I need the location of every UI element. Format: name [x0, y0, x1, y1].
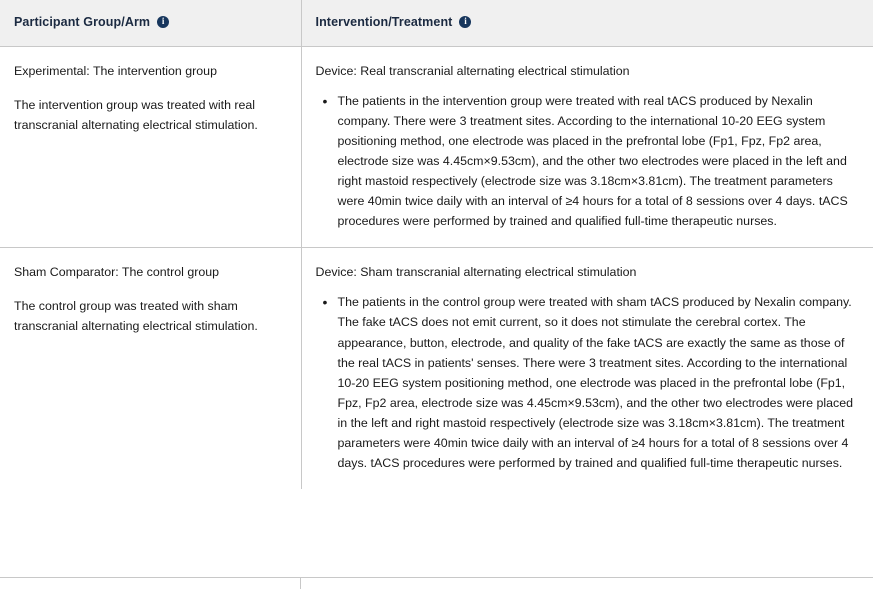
table-row [0, 46, 873, 248]
participant-group-cell [0, 46, 301, 248]
arm-title: Sham Comparator: The control group [14, 265, 220, 280]
device-line: Device: Real transcranial alternating electrical stimulation [315, 63, 630, 78]
table-bottom-edge-divider [0, 578, 301, 589]
table-header-row [0, 0, 873, 46]
info-icon[interactable]: i [157, 16, 169, 28]
column-header-label: Participant Group/Arm [14, 15, 151, 30]
arm-description: The intervention group was treated with real transcranial alternating electrical stimulation. [14, 97, 258, 132]
column-header-intervention-treatment [301, 0, 873, 46]
intervention-detail-list [316, 292, 860, 473]
table-bottom-edge [0, 577, 873, 589]
column-header-label: Intervention/Treatment [315, 15, 453, 30]
arm-title: Experimental: The intervention group [14, 63, 217, 78]
table-header [0, 0, 873, 46]
table-row [0, 248, 873, 489]
participant-group-cell [0, 248, 301, 489]
list-item: • The patients in the intervention group were treated with real tACS produced by Nexalin company. There were 3 treatment sites. According to the international 10-20 EEG system positioning method, one electrode was placed in the prefrontal lobe (Fp1, Fpz, Fp2 area, electrode size was 4.45cm×9.53cm), and the other two electrodes were placed in the left and right mastoid respectively (electrode size was 3.18cm×3.81cm). The treatment parameters were 40min twice daily with an interval of ≥4 hours for a total of 8 sessions over 4 days. tACS procedures were performed by trained and qualified full-time therapeutic nurses. [338, 91, 860, 232]
list-item: • The patients in the control group were treated with sham tACS produced by Nexalin company. The fake tACS does not emit current, so it does not stimulate the cerebral cortex. The appearance, button, electrode, and quality of the fake tACS are exactly the same as those of the real tACS in patients' senses. There were 3 treatment sites. According to the international 10-20 EEG system positioning method, one electrode was placed in the prefrontal lobe (Fp1, Fpz, Fp2 area, electrode size was 4.45cm×9.53cm), and the other two electrodes were placed in the left and right mastoid respectively (electrode size was 3.18cm×3.81cm). The treatment parameters were 40min twice daily with an interval of ≥4 hours for a total of 8 sessions over 4 days. tACS procedures were performed by trained and qualified full-time therapeutic nurses. [338, 292, 860, 473]
device-line: Device: Sham transcranial alternating electrical stimulation [315, 265, 637, 280]
intervention-detail-list [316, 91, 860, 232]
info-icon[interactable]: i [459, 16, 471, 28]
intervention-treatment-cell [301, 248, 873, 489]
intervention-treatment-cell [301, 46, 873, 248]
table-body [0, 46, 873, 489]
arm-description: The control group was treated with sham transcranial alternating electrical stimulation. [14, 299, 258, 334]
column-header-participant-group [0, 0, 301, 46]
